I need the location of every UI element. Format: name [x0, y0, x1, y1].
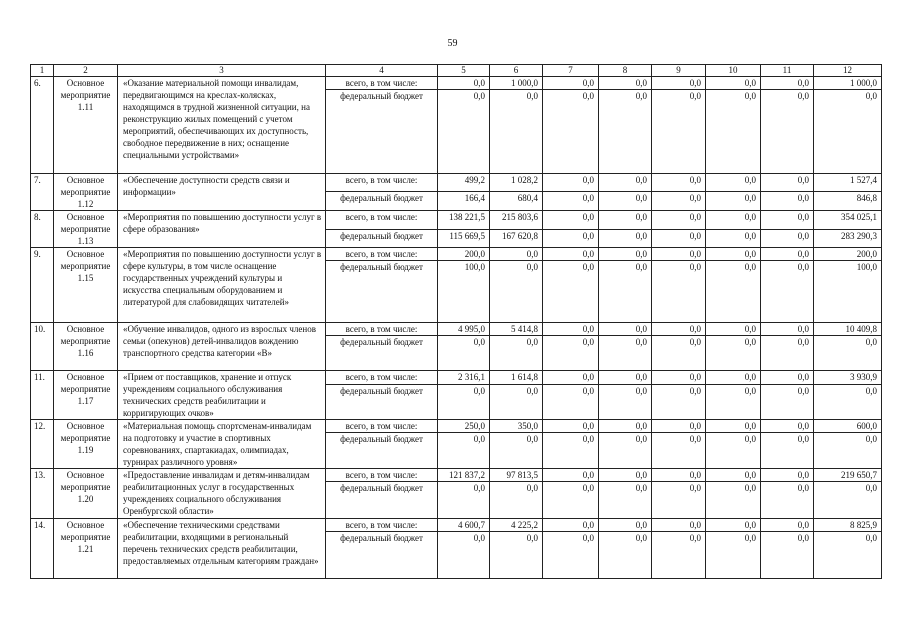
- value-cell: 0,0: [599, 174, 652, 192]
- activity-name: Основное мероприятие 1.16: [54, 323, 118, 371]
- value-cell: 0,0: [599, 519, 652, 532]
- value-cell: 0,0: [543, 336, 599, 371]
- value-cell: 0,0: [599, 420, 652, 433]
- column-header-6: 6: [490, 65, 543, 77]
- value-cell: 0,0: [814, 433, 882, 469]
- row-number: 9.: [31, 248, 54, 323]
- activity-description: «Материальная помощь спортсменам-инвалидам на подготовку и участие в спортивных соревнованиях, спартакиадах, олимпиадах, турнирах различного уровня»: [118, 420, 326, 469]
- value-cell: 200,0: [814, 248, 882, 261]
- value-cell: 0,0: [543, 77, 599, 90]
- value-cell: 200,0: [438, 248, 490, 261]
- table-row: [31, 248, 882, 261]
- column-header-12: 12: [814, 65, 882, 77]
- funding-federal-label: федеральный бюджет: [326, 532, 438, 579]
- row-number: 6.: [31, 77, 54, 174]
- value-cell: 0,0: [599, 90, 652, 174]
- value-cell: 0,0: [706, 336, 761, 371]
- value-cell: 0,0: [543, 469, 599, 482]
- value-cell: 0,0: [761, 482, 814, 519]
- value-cell: 0,0: [652, 420, 706, 433]
- activity-description: «Прием от поставщиков, хранение и отпуск учреждениям социального обслуживания технических средств реабилитации и корригирующих очков»: [118, 371, 326, 420]
- value-cell: 0,0: [599, 384, 652, 419]
- value-cell: 0,0: [761, 469, 814, 482]
- value-cell: 0,0: [438, 482, 490, 519]
- value-cell: 3 930,9: [814, 371, 882, 385]
- value-cell: 0,0: [490, 336, 543, 371]
- activity-name: Основное мероприятие 1.19: [54, 420, 118, 469]
- value-cell: 499,2: [438, 174, 490, 192]
- value-cell: 0,0: [543, 384, 599, 419]
- value-cell: 680,4: [490, 191, 543, 210]
- value-cell: 0,0: [543, 323, 599, 336]
- value-cell: 0,0: [543, 433, 599, 469]
- row-number: 14.: [31, 519, 54, 579]
- value-cell: 846,8: [814, 191, 882, 210]
- value-cell: 0,0: [438, 532, 490, 579]
- value-cell: 1 000,0: [490, 77, 543, 90]
- value-cell: 0,0: [761, 323, 814, 336]
- activity-name: Основное мероприятие 1.13: [54, 211, 118, 248]
- funding-total-label: всего, в том числе:: [326, 371, 438, 385]
- value-cell: 0,0: [652, 433, 706, 469]
- value-cell: 0,0: [599, 371, 652, 385]
- value-cell: 5 414,8: [490, 323, 543, 336]
- value-cell: 0,0: [706, 420, 761, 433]
- table-row: [31, 77, 882, 90]
- activity-description: «Мероприятия по повышению доступности услуг в сфере культуры, в том числе оснащение государственных учреждений культуры и искусства специальным оборудованием и литературой для слабовидящих читателей»: [118, 248, 326, 323]
- value-cell: 4 225,2: [490, 519, 543, 532]
- value-cell: 0,0: [761, 229, 814, 248]
- value-cell: 0,0: [761, 248, 814, 261]
- value-cell: 0,0: [814, 384, 882, 419]
- value-cell: 600,0: [814, 420, 882, 433]
- table-row: [31, 211, 882, 230]
- value-cell: 350,0: [490, 420, 543, 433]
- value-cell: 0,0: [706, 90, 761, 174]
- funding-total-label: всего, в том числе:: [326, 519, 438, 532]
- value-cell: 0,0: [543, 248, 599, 261]
- value-cell: 0,0: [490, 482, 543, 519]
- activity-name: Основное мероприятие 1.12: [54, 174, 118, 211]
- value-cell: 0,0: [599, 229, 652, 248]
- value-cell: 0,0: [761, 174, 814, 192]
- table-row: [31, 371, 882, 385]
- value-cell: 0,0: [706, 229, 761, 248]
- value-cell: 100,0: [438, 261, 490, 323]
- value-cell: 0,0: [543, 519, 599, 532]
- value-cell: 0,0: [761, 371, 814, 385]
- funding-total-label: всего, в том числе:: [326, 211, 438, 230]
- value-cell: 0,0: [438, 384, 490, 419]
- value-cell: 0,0: [814, 532, 882, 579]
- funding-federal-label: федеральный бюджет: [326, 261, 438, 323]
- value-cell: 1 000,0: [814, 77, 882, 90]
- value-cell: 283 290,3: [814, 229, 882, 248]
- activity-description: «Обеспечение техническими средствами реабилитации, входящими в региональный перечень технических средств реабилитации, предоставляемых отдельным категориям граждан»: [118, 519, 326, 579]
- value-cell: 0,0: [438, 90, 490, 174]
- value-cell: 0,0: [652, 77, 706, 90]
- value-cell: 0,0: [652, 482, 706, 519]
- funding-total-label: всего, в том числе:: [326, 323, 438, 336]
- column-header-8: 8: [599, 65, 652, 77]
- value-cell: 0,0: [438, 336, 490, 371]
- value-cell: 0,0: [761, 433, 814, 469]
- value-cell: 166,4: [438, 191, 490, 210]
- value-cell: 0,0: [706, 519, 761, 532]
- value-cell: 0,0: [652, 211, 706, 230]
- table-row: [31, 469, 882, 482]
- table-row: [31, 519, 882, 532]
- value-cell: 4 600,7: [438, 519, 490, 532]
- row-number: 11.: [31, 371, 54, 420]
- value-cell: 0,0: [652, 469, 706, 482]
- value-cell: 219 650,7: [814, 469, 882, 482]
- value-cell: 215 803,6: [490, 211, 543, 230]
- value-cell: 0,0: [652, 532, 706, 579]
- value-cell: 0,0: [543, 420, 599, 433]
- funding-federal-label: федеральный бюджет: [326, 229, 438, 248]
- value-cell: 0,0: [543, 482, 599, 519]
- value-cell: 0,0: [599, 433, 652, 469]
- value-cell: 1 527,4: [814, 174, 882, 192]
- value-cell: 0,0: [706, 371, 761, 385]
- funding-total-label: всего, в том числе:: [326, 420, 438, 433]
- value-cell: 0,0: [599, 248, 652, 261]
- value-cell: 121 837,2: [438, 469, 490, 482]
- funding-total-label: всего, в том числе:: [326, 174, 438, 192]
- value-cell: 0,0: [761, 336, 814, 371]
- value-cell: 0,0: [599, 336, 652, 371]
- value-cell: 138 221,5: [438, 211, 490, 230]
- activity-description: «Оказание материальной помощи инвалидам, передвигающимся на креслах-колясках, находящимся в трудной жизненной ситуации, на реконструкцию жилых помещений с учетом мероприятий, обеспечивающих их доступность, свободное передвижение в них; оснащение специальными устройствами»: [118, 77, 326, 174]
- value-cell: 0,0: [599, 532, 652, 579]
- row-number: 8.: [31, 211, 54, 248]
- activity-description: «Обеспечение доступности средств связи и информации»: [118, 174, 326, 211]
- value-cell: 10 409,8: [814, 323, 882, 336]
- value-cell: 0,0: [652, 371, 706, 385]
- value-cell: 0,0: [599, 469, 652, 482]
- value-cell: 1 028,2: [490, 174, 543, 192]
- value-cell: 0,0: [706, 174, 761, 192]
- activity-description: «Предоставление инвалидам и детям-инвалидам реабилитационных услуг в государственных учреждениях социального обслуживания Оренбургской области»: [118, 469, 326, 519]
- value-cell: 0,0: [706, 191, 761, 210]
- value-cell: 100,0: [814, 261, 882, 323]
- value-cell: 0,0: [814, 90, 882, 174]
- activity-description: «Мероприятия по повышению доступности услуг в сфере образования»: [118, 211, 326, 248]
- column-header-10: 10: [706, 65, 761, 77]
- value-cell: 0,0: [814, 482, 882, 519]
- value-cell: 2 316,1: [438, 371, 490, 385]
- value-cell: 0,0: [761, 211, 814, 230]
- value-cell: 0,0: [543, 371, 599, 385]
- value-cell: 0,0: [490, 248, 543, 261]
- funding-federal-label: федеральный бюджет: [326, 433, 438, 469]
- value-cell: 0,0: [652, 174, 706, 192]
- value-cell: 0,0: [543, 261, 599, 323]
- row-number: 10.: [31, 323, 54, 371]
- row-number: 13.: [31, 469, 54, 519]
- funding-federal-label: федеральный бюджет: [326, 384, 438, 419]
- value-cell: 0,0: [761, 261, 814, 323]
- value-cell: 0,0: [652, 191, 706, 210]
- column-header-4: 4: [326, 65, 438, 77]
- value-cell: 0,0: [652, 519, 706, 532]
- row-number: 12.: [31, 420, 54, 469]
- value-cell: 0,0: [599, 261, 652, 323]
- value-cell: 97 813,5: [490, 469, 543, 482]
- value-cell: 0,0: [490, 433, 543, 469]
- activity-name: Основное мероприятие 1.15: [54, 248, 118, 323]
- value-cell: 0,0: [706, 469, 761, 482]
- value-cell: 0,0: [490, 261, 543, 323]
- value-cell: 250,0: [438, 420, 490, 433]
- activity-name: Основное мероприятие 1.20: [54, 469, 118, 519]
- value-cell: 354 025,1: [814, 211, 882, 230]
- value-cell: 0,0: [599, 323, 652, 336]
- value-cell: 167 620,8: [490, 229, 543, 248]
- value-cell: 0,0: [706, 532, 761, 579]
- value-cell: 0,0: [761, 420, 814, 433]
- column-header-1: 1: [31, 65, 54, 77]
- budget-table: [30, 64, 882, 579]
- value-cell: 0,0: [652, 90, 706, 174]
- value-cell: 0,0: [706, 433, 761, 469]
- value-cell: 0,0: [543, 211, 599, 230]
- value-cell: 0,0: [706, 323, 761, 336]
- value-cell: 0,0: [652, 261, 706, 323]
- value-cell: 0,0: [599, 191, 652, 210]
- value-cell: 0,0: [599, 211, 652, 230]
- value-cell: 4 995,0: [438, 323, 490, 336]
- column-header-9: 9: [652, 65, 706, 77]
- value-cell: 0,0: [761, 77, 814, 90]
- column-header-2: 2: [54, 65, 118, 77]
- value-cell: 115 669,5: [438, 229, 490, 248]
- activity-name: Основное мероприятие 1.11: [54, 77, 118, 174]
- value-cell: 0,0: [706, 248, 761, 261]
- funding-total-label: всего, в том числе:: [326, 469, 438, 482]
- value-cell: 0,0: [706, 211, 761, 230]
- value-cell: 0,0: [490, 532, 543, 579]
- value-cell: 0,0: [761, 90, 814, 174]
- value-cell: 0,0: [706, 261, 761, 323]
- activity-name: Основное мероприятие 1.21: [54, 519, 118, 579]
- table-row: [31, 174, 882, 192]
- column-header-11: 11: [761, 65, 814, 77]
- value-cell: 0,0: [652, 384, 706, 419]
- page-number: 59: [447, 38, 458, 49]
- funding-federal-label: федеральный бюджет: [326, 191, 438, 210]
- column-header-5: 5: [438, 65, 490, 77]
- activity-description: «Обучение инвалидов, одного из взрослых членов семьи (опекунов) детей-инвалидов вождению транспортного средства категории «В»: [118, 323, 326, 371]
- value-cell: 8 825,9: [814, 519, 882, 532]
- value-cell: 0,0: [543, 229, 599, 248]
- value-cell: 0,0: [706, 482, 761, 519]
- value-cell: 0,0: [706, 77, 761, 90]
- value-cell: 0,0: [652, 323, 706, 336]
- value-cell: 0,0: [706, 384, 761, 419]
- funding-federal-label: федеральный бюджет: [326, 90, 438, 174]
- value-cell: 0,0: [761, 519, 814, 532]
- value-cell: 0,0: [652, 229, 706, 248]
- header-row: [31, 65, 882, 77]
- value-cell: 0,0: [438, 433, 490, 469]
- value-cell: 0,0: [814, 336, 882, 371]
- value-cell: 0,0: [652, 336, 706, 371]
- table-row: [31, 323, 882, 336]
- table-row: [31, 420, 882, 433]
- value-cell: 0,0: [652, 248, 706, 261]
- row-number: 7.: [31, 174, 54, 211]
- funding-federal-label: федеральный бюджет: [326, 336, 438, 371]
- value-cell: 0,0: [543, 90, 599, 174]
- value-cell: 0,0: [599, 482, 652, 519]
- value-cell: 0,0: [490, 90, 543, 174]
- value-cell: 1 614,8: [490, 371, 543, 385]
- funding-total-label: всего, в том числе:: [326, 248, 438, 261]
- value-cell: 0,0: [761, 191, 814, 210]
- value-cell: 0,0: [490, 384, 543, 419]
- funding-federal-label: федеральный бюджет: [326, 482, 438, 519]
- value-cell: 0,0: [543, 191, 599, 210]
- column-header-3: 3: [118, 65, 326, 77]
- column-header-7: 7: [543, 65, 599, 77]
- value-cell: 0,0: [761, 384, 814, 419]
- value-cell: 0,0: [543, 532, 599, 579]
- activity-name: Основное мероприятие 1.17: [54, 371, 118, 420]
- value-cell: 0,0: [761, 532, 814, 579]
- value-cell: 0,0: [438, 77, 490, 90]
- funding-total-label: всего, в том числе:: [326, 77, 438, 90]
- value-cell: 0,0: [543, 174, 599, 192]
- value-cell: 0,0: [599, 77, 652, 90]
